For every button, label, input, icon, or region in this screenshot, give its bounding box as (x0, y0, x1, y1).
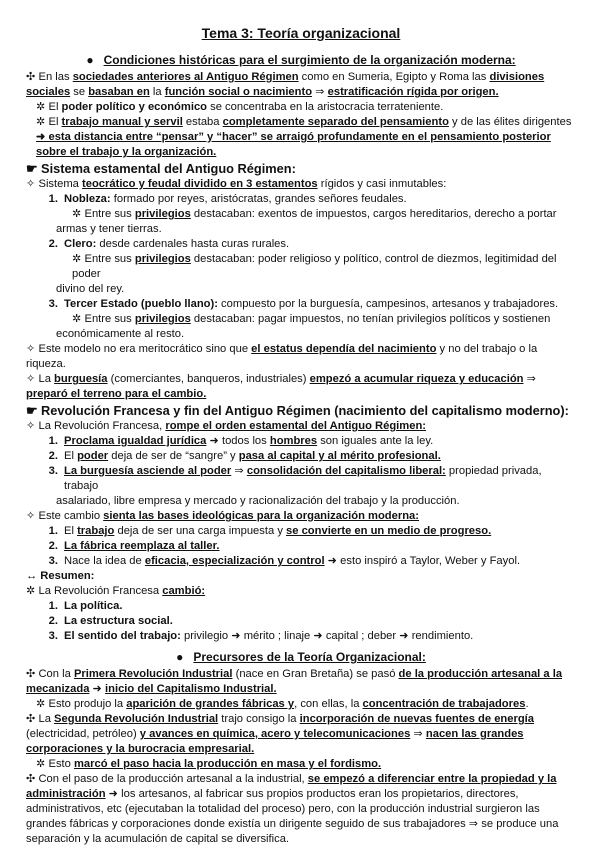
list-item: 1. Proclama igualdad jurídica ➜ todos los hombres son iguales ante la ley. (48, 435, 434, 447)
list-item: 3. La burguesía asciende al poder ⇒ consolidación del capitalismo liberal: propiedad privada, trabajo (48, 465, 542, 492)
section-heading-sistema-estamental: ☛ Sistema estamental del Antiguo Régimen: (26, 161, 296, 176)
paragraph: ✧ Este modelo no era meritocrático sino que el estatus dependía del nacimiento y no del trabajo o la (26, 343, 538, 355)
paragraph: administración ➜ los artesanos, al fabricar sus propios productos eran los propietarios, directores, (26, 788, 519, 800)
paragraph: separación y la acumulación de capital se diversifica. (26, 833, 290, 845)
paragraph: ✧ Este cambio sienta las bases ideológicas para la organización moderna: (26, 510, 420, 522)
section-heading-condiciones: ● Condiciones históricas para el surgimiento de la organización moderna: (86, 53, 516, 67)
list-item: 2. El poder deja de ser de “sangre” y pasa al capital y al mérito profesional. (48, 450, 441, 462)
paragraph: preparó el terreno para el cambio. (26, 388, 207, 400)
paragraph: ✲ Esto produjo la aparición de grandes fábricas y, con ellas, la concentración de trabajadores. (36, 698, 529, 710)
paragraph: riqueza. (26, 358, 66, 370)
list-item: 2. Clero: desde cardenales hasta curas rurales. (48, 238, 290, 250)
revolucion-list (26, 434, 576, 509)
paragraph: ✲ El poder político y económico se concentraba en la aristocracia terrateniente. (36, 101, 444, 113)
paragraph: (electricidad, petróleo) y avances en química, acero y telecomunicaciones ⇒ nacen las grandes (26, 728, 524, 740)
resumen-list (26, 599, 576, 644)
estamentos-list (26, 192, 576, 342)
paragraph: ✧ La Revolución Francesa, rompe el orden estamental del Antiguo Régimen: (26, 420, 427, 432)
bullet: ● (86, 53, 104, 67)
list-item: 1. La política. (48, 600, 123, 612)
list-item: 3. Tercer Estado (pueblo llano): compuesto por la burguesía, campesinos, artesanos y trabajadores. (48, 298, 559, 310)
list-subitem: ✲ Entre sus privilegios destacaban: exentos de impuestos, cargos hereditarios, derecho a portar (72, 208, 557, 220)
paragraph: corporaciones y la burocracia empresarial. (26, 743, 255, 755)
list-item: 3. El sentido del trabajo: privilegio ➜ mérito ; linaje ➜ capital ; deber ➜ rendimiento. (48, 630, 474, 642)
list-item: 3. Nace la idea de eficacia, especialización y control ➜ esto inspiró a Taylor, Weber y Fayol. (48, 555, 521, 567)
paragraph: ✧ Sistema teocrático y feudal dividido en 3 estamentos rígidos y casi inmutables: (26, 178, 447, 190)
paragraph: ✲ Esto marcó el paso hacia la producción en masa y el fordismo. (36, 758, 382, 770)
page-title: Tema 3: Teoría organizacional (201, 25, 401, 41)
list-item: 1. El trabajo deja de ser una carga impuesta y se convierte en un medio de progreso. (48, 525, 492, 537)
list-item: 2. La fábrica reemplaza al taller. (48, 540, 220, 552)
list-item: 1. Nobleza: formado por reyes, aristócratas, grandes señores feudales. (48, 193, 407, 205)
list-subitem: ✲ Entre sus privilegios destacaban: poder religioso y político, control de diezmos, legitimidad del poder (72, 253, 557, 280)
list-subitem: divino del rey. (56, 283, 125, 295)
paragraph: sobre el trabajo y la organización. (36, 146, 217, 158)
bullet: ● (176, 650, 194, 664)
resumen-label: ↔ Resumen: (26, 570, 95, 582)
paragraph: ✣ La Segunda Revolución Industrial trajo consigo la incorporación de nuevas fuentes de energía (26, 713, 535, 725)
paragraph: ✲ El trabajo manual y servil estaba completamente separado del pensamiento y de las élites dirigentes (36, 116, 572, 128)
paragraph: ✣ Con la Primera Revolución Industrial (nace en Gran Bretaña) se pasó de la producción artesanal a la (26, 668, 563, 680)
list-subitem: económicamente al resto. (56, 328, 185, 340)
paragraph: ✣ Con el paso de la producción artesanal a la industrial, se empezó a diferenciar entre la propiedad y la (26, 773, 557, 785)
paragraph: ➜ esta distancia entre “pensar” y “hacer” se arraigó profundamente en el pensamiento posterior (36, 131, 551, 143)
paragraph: mecanizada ➜ inicio del Capitalismo Industrial. (26, 683, 277, 695)
list-item: 2. La estructura social. (48, 615, 173, 627)
paragraph: ✧ La burguesía (comerciantes, banqueros, industriales) empezó a acumular riqueza y educación ⇒ (26, 373, 536, 385)
paragraph: ✣ En las sociedades anteriores al Antiguo Régimen como en Sumeria, Egipto y Roma las divisiones (26, 71, 545, 83)
list-subitem: ✲ Entre sus privilegios destacaban: pagar impuestos, no tenían privilegios políticos y sostienen (72, 313, 551, 325)
paragraph: administrativos, etc (ejecutaban la totalidad del proceso) pero, con la producción industrial surgieron las (26, 803, 540, 815)
bases-list (26, 524, 576, 569)
list-subitem: asalariado, libre empresa y mercado y racionalización del trabajo y la producción. (56, 495, 460, 507)
paragraph: sociales se basaban en la función social o nacimiento ⇒ estratificación rígida por origen. (26, 86, 499, 98)
section-heading-precursores: ● Precursores de la Teoría Organizacional: (176, 650, 426, 664)
section-heading-revolucion-francesa: ☛ Revolución Francesa y fin del Antiguo Régimen (nacimiento del capitalismo moderno): (26, 403, 569, 418)
paragraph: ✲ La Revolución Francesa cambió: (26, 585, 206, 597)
paragraph: grandes fábricas y corporaciones donde existía un dirigente seguido de sus trabajadores ⇒ se produce una (26, 818, 559, 830)
list-subitem: armas y tener tierras. (56, 223, 162, 235)
